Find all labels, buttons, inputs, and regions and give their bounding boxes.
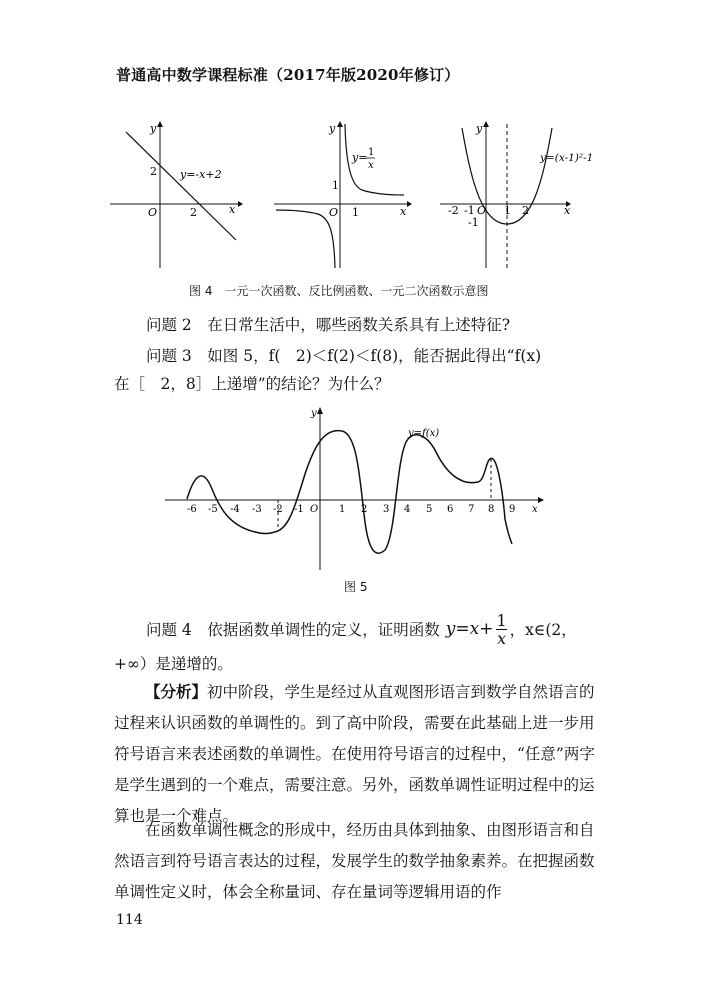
tick-y-neg1: -1 (468, 216, 479, 229)
question-3-line2: 在［ 2，8］上递增”的结论？为什么？ (114, 375, 390, 393)
function-label: y=f(x) (408, 428, 440, 439)
fraction-numerator: 1 (496, 610, 507, 630)
function-label-den: x (368, 160, 374, 171)
axis-x-label: x (400, 205, 407, 218)
tick-neg4: -4 (230, 504, 240, 515)
origin-label: O (148, 206, 158, 219)
tick-x-label: 2 (190, 206, 197, 219)
analysis-tag: 【分析】 (145, 682, 208, 701)
origin-label: O (310, 504, 319, 515)
axis-y-label: y (476, 122, 483, 135)
tick-neg5: -5 (208, 504, 218, 515)
question-4-expr: y=x+ (445, 619, 494, 639)
y-arrow-icon (483, 121, 489, 127)
function-label: y=-x+2 (180, 168, 222, 181)
tick-6: 6 (447, 504, 454, 515)
figure5-caption: 图 5 (344, 580, 368, 594)
paragraph-2: 在函数单调性概念的形成中，经历由具体到抽象、由图形语言和自然语言到符号语言表达的过程，发展学生的数学抽象素养。在把握函数单调性定义时，体会全称量词、存在量词等逻辑用语的作 (114, 821, 595, 901)
axis-y-label: y (311, 408, 317, 419)
y-arrow-icon (157, 121, 163, 127)
tick-x-2: 2 (522, 204, 529, 217)
tick-x-neg1: -1 (464, 204, 475, 217)
question-4-prefix: 问题 4 依据函数单调性的定义，证明函数 (146, 621, 440, 639)
tick-y-label: 2 (150, 165, 157, 178)
tick-9: 9 (509, 504, 516, 515)
line-curve (126, 132, 236, 240)
tick-x-label: 1 (352, 206, 359, 219)
question-4-line1 (146, 612, 577, 646)
y-arrow-icon (337, 121, 343, 127)
question-4-suffix: ，x∈(2， (509, 621, 577, 639)
graph-quadratic-function (440, 118, 600, 268)
hyperbola-left-branch (276, 210, 335, 268)
question-2: 问题 2 在日常生活中，哪些函数关系具有上述特征? (146, 316, 511, 334)
function-label-num: 1 (368, 147, 375, 158)
tick-3: 3 (383, 504, 390, 515)
tick-neg2: -2 (273, 504, 283, 515)
tick-4: 4 (404, 504, 411, 515)
tick-8: 8 (488, 504, 495, 515)
tick-7: 7 (468, 504, 475, 515)
axis-x-label: x (564, 204, 571, 217)
function-curve (187, 431, 512, 554)
x-arrow-icon (407, 201, 412, 207)
figure4-caption: 图 4 一元一次函数、反比例函数、一元二次函数示意图 (189, 284, 489, 298)
tick-y-label: 1 (332, 179, 339, 192)
tick-neg1: -1 (294, 504, 304, 515)
graph-linear-function (108, 118, 243, 268)
analysis-paragraph (114, 676, 602, 832)
question-3-line1: 问题 3 如图 5，f( 2)＜f(2)＜f(8)，能否据此得出“f(x) (146, 347, 542, 365)
x-arrow-icon (538, 497, 544, 503)
tick-2: 2 (361, 504, 368, 515)
tick-5: 5 (426, 504, 433, 515)
origin-label: O (477, 204, 487, 217)
tick-neg3: -3 (252, 504, 262, 515)
tick-1: 1 (339, 504, 346, 515)
axis-x-label: x (532, 504, 538, 515)
axis-x-label: x (229, 203, 236, 216)
y-arrow-icon (317, 407, 323, 414)
question-4-line2: +∞）是递增的。 (114, 655, 233, 673)
tick-x-1: 1 (504, 204, 511, 217)
x-arrow-icon (238, 201, 243, 207)
axis-y-label: y (329, 122, 336, 135)
fraction-denominator: x (497, 628, 507, 648)
function-label-lhs: y= (352, 151, 368, 164)
question-4-fraction (496, 612, 506, 647)
tick-x-neg2: -2 (448, 204, 459, 217)
tick-neg6: -6 (187, 504, 197, 515)
graph-figure5 (160, 404, 550, 570)
page-header: 普通高中数学课程标准（2017年版2020年修订） (116, 66, 460, 84)
axis-y-label: y (150, 122, 157, 135)
analysis-text: 初中阶段，学生是经过从直观图形语言到数学自然语言的过程来认识函数的单调性的。到了高中阶段，需要在此基础上进一步用符号语言来表述函数的单调性。在使用符号语言的过程中，“任意”两字是学生遇到的一个难点，需要注意。另外，函数单调性证明过程中的运算也是一个难点。 (114, 683, 595, 825)
page-number: 114 (116, 912, 143, 928)
origin-label: O (329, 206, 339, 219)
tick-labels (187, 504, 515, 515)
graph-reciprocal-function (274, 118, 414, 268)
function-label: y=(x-1)²-1 (540, 152, 594, 164)
